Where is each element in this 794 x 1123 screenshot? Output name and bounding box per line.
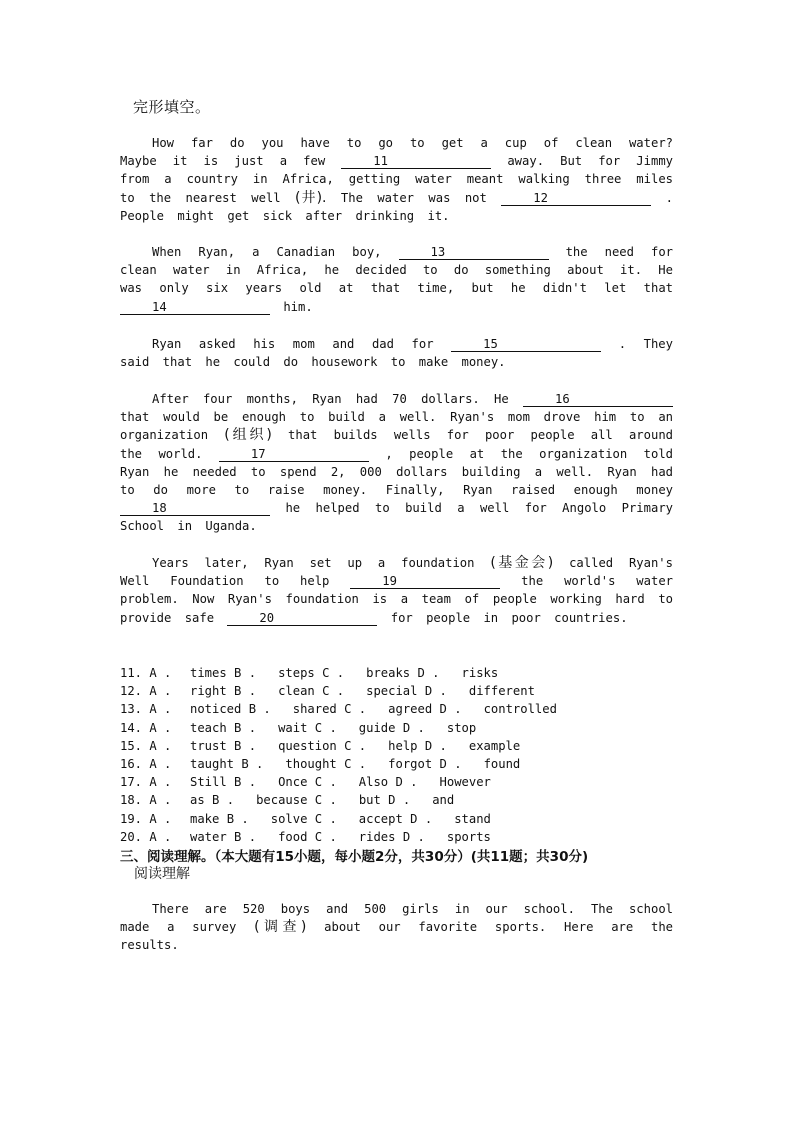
option-c-label: C . xyxy=(344,702,367,717)
text-span: him. xyxy=(283,299,313,314)
option-b[interactable]: shared xyxy=(292,702,337,717)
blank-14[interactable]: 14 xyxy=(120,301,270,315)
option-row xyxy=(120,773,557,791)
option-b-label: B . xyxy=(241,756,264,771)
option-b[interactable]: question xyxy=(278,738,337,753)
option-c[interactable]: Also xyxy=(358,775,389,790)
option-c[interactable]: agreed xyxy=(388,702,433,717)
section-3-title: 三、阅读理解。（本大题有15小题，每小题2分，共30分）(共11题；共30分) xyxy=(120,849,589,865)
option-d-label: D . xyxy=(439,702,462,717)
option-c-label: C . xyxy=(314,775,337,790)
blank-12[interactable]: 12 xyxy=(501,192,651,206)
text-span: that builds wells for poor people all around the world. xyxy=(120,428,673,461)
text-span: After four months, Ryan had 70 dollars. He xyxy=(152,392,509,406)
option-a[interactable]: Still xyxy=(190,775,227,790)
option-a[interactable]: right xyxy=(190,684,227,699)
option-d[interactable]: sports xyxy=(446,829,491,844)
text-span: the need for clean water in Africa, he decided to do something about it. He was only six years old at that time, but he didn't let that xyxy=(120,245,673,296)
option-c[interactable]: rides xyxy=(358,829,396,844)
option-row xyxy=(120,810,557,828)
option-c[interactable]: accept xyxy=(358,811,403,826)
option-d[interactable]: and xyxy=(432,793,455,808)
option-row xyxy=(120,719,557,737)
cloze-paragraph-1 xyxy=(120,134,673,225)
option-b[interactable]: wait xyxy=(278,720,308,735)
question-number: 14. A . xyxy=(120,720,172,735)
option-b-label: B . xyxy=(226,811,249,826)
option-d[interactable]: stand xyxy=(454,811,491,826)
text-span: When Ryan, a Canadian boy, xyxy=(152,245,382,259)
option-row xyxy=(120,791,557,809)
option-c-label: C . xyxy=(344,756,367,771)
option-b-label: B . xyxy=(234,775,257,790)
option-d[interactable]: However xyxy=(439,775,491,790)
option-a[interactable]: water xyxy=(190,829,227,844)
option-c[interactable]: breaks xyxy=(366,666,411,680)
text-span: Ryan asked his mom and dad for xyxy=(152,337,434,351)
option-b[interactable]: steps xyxy=(278,666,315,680)
section-3-subtitle: 阅读理解 xyxy=(134,866,190,882)
blank-17[interactable]: 17 xyxy=(219,448,369,462)
option-b[interactable]: thought xyxy=(285,756,337,771)
question-number: 15. A . xyxy=(120,738,172,753)
option-a[interactable]: times xyxy=(190,666,227,680)
option-a[interactable]: trust xyxy=(190,738,227,753)
option-b[interactable]: because xyxy=(256,793,308,808)
option-b[interactable]: clean xyxy=(278,684,315,699)
text-span: Years later, Ryan set up a foundation xyxy=(152,556,475,570)
text-span: The water was not xyxy=(340,190,487,205)
blank-13[interactable]: 13 xyxy=(399,246,549,260)
blank-19[interactable]: 19 xyxy=(350,575,500,589)
option-c-label: C . xyxy=(344,738,367,753)
option-row xyxy=(120,700,557,718)
text-span: . People might get sick after drinking it. xyxy=(120,190,673,223)
option-b[interactable]: Once xyxy=(278,775,308,790)
option-c-label: C . xyxy=(314,829,337,844)
option-b-label: B . xyxy=(212,793,235,808)
question-number: 18. A . xyxy=(120,793,172,808)
option-d-label: D . xyxy=(402,720,425,735)
answer-options xyxy=(120,664,557,846)
option-c[interactable]: but xyxy=(358,793,381,808)
option-d-label: D . xyxy=(402,829,425,844)
option-a[interactable]: noticed xyxy=(190,702,242,717)
option-row xyxy=(120,755,557,773)
question-number: 12. A . xyxy=(120,684,172,699)
option-a[interactable]: taught xyxy=(190,756,235,771)
option-d[interactable]: controlled xyxy=(483,702,557,717)
option-d[interactable]: stop xyxy=(446,720,477,735)
text-span: that would be enough to build a well. Ryan's mom drove him to an organization xyxy=(120,410,673,443)
option-a[interactable]: teach xyxy=(190,720,227,735)
option-c-label: C . xyxy=(314,720,337,735)
blank-16[interactable]: 16 xyxy=(523,393,673,407)
cloze-paragraph-4 xyxy=(120,390,673,536)
option-d-label: D . xyxy=(410,811,433,826)
option-d-label: D . xyxy=(388,793,411,808)
option-a[interactable]: as xyxy=(190,793,205,808)
option-b-label: B . xyxy=(248,702,271,717)
text-span: for people in poor countries. xyxy=(390,610,628,625)
question-number: 16. A . xyxy=(120,756,172,771)
option-b-label: B . xyxy=(234,720,257,735)
option-row xyxy=(120,828,557,846)
option-d[interactable]: example xyxy=(468,738,521,753)
option-c-label: C . xyxy=(322,666,345,680)
option-d[interactable]: different xyxy=(468,684,535,699)
question-number: 19. A . xyxy=(120,811,172,826)
option-b-label: B . xyxy=(234,666,257,680)
text-span: he helped to build a well for Angolo Primary School in Uganda. xyxy=(120,501,673,534)
option-d-label: D . xyxy=(439,756,462,771)
text-span: , people at the organization told Ryan he needed to spend 2, 000 dollars building a well. Ryan had to do more to raise money. Finally, Ryan raised enough money xyxy=(120,446,673,498)
blank-18[interactable]: 18 xyxy=(120,502,270,516)
question-number: 11. A . xyxy=(120,666,172,680)
text-span: away. But for Jimmy from a country in Africa, getting water meant walking three miles to the nearest well xyxy=(120,154,673,205)
cloze-paragraph-2 xyxy=(120,243,673,316)
text-span: the world's water problem. Now Ryan's foundation is a team of people working hard to provide safe xyxy=(120,574,673,625)
option-row xyxy=(120,664,557,682)
option-c[interactable]: special xyxy=(366,684,418,699)
option-c[interactable]: help xyxy=(388,738,418,753)
chinese-gloss: (井). xyxy=(295,189,327,206)
option-b[interactable]: food xyxy=(278,829,308,844)
text-span: about our favorite sports. Here are the results. xyxy=(120,920,674,953)
question-number: 17. A . xyxy=(120,775,172,790)
cloze-paragraph-5 xyxy=(120,554,673,627)
text-span: There are 520 boys and 500 girls in our school. The school made a survey xyxy=(120,902,673,935)
option-d-label: D . xyxy=(424,738,447,753)
text-span: . They said that he could do housework to make money. xyxy=(120,337,673,370)
question-number: 20. A . xyxy=(120,829,172,844)
reading-paragraph xyxy=(120,900,673,955)
blank-15[interactable]: 15 xyxy=(451,338,601,352)
chinese-gloss: (基金会) xyxy=(490,555,554,571)
blank-11[interactable]: 11 xyxy=(341,155,491,169)
option-a[interactable]: make xyxy=(190,811,220,826)
option-b-label: B . xyxy=(234,829,257,844)
option-d-label: D . xyxy=(395,775,418,790)
option-b-label: B . xyxy=(234,738,257,753)
option-b-label: B . xyxy=(234,684,257,699)
option-c-label: C . xyxy=(314,793,337,808)
option-row xyxy=(120,737,557,755)
option-c[interactable]: forgot xyxy=(388,756,433,771)
option-row xyxy=(120,682,557,700)
option-d-label: D . xyxy=(417,666,440,680)
text-span: How far do you have to go to get a cup of clean water? Maybe it is just a few xyxy=(120,136,673,169)
blank-20[interactable]: 20 xyxy=(227,612,377,626)
option-d[interactable]: found xyxy=(483,756,521,771)
text-span: called Ryan's Well Foundation to help xyxy=(120,556,673,589)
cloze-heading: 完形填空。 xyxy=(133,98,211,116)
option-c-label: C . xyxy=(314,811,337,826)
chinese-gloss: (调查) xyxy=(254,919,307,936)
option-c-label: C . xyxy=(322,684,345,699)
cloze-paragraph-3 xyxy=(120,335,673,371)
option-d-label: D . xyxy=(424,684,447,699)
option-c[interactable]: guide xyxy=(358,720,396,735)
question-number: 13. A . xyxy=(120,702,172,717)
option-d[interactable]: risks xyxy=(461,666,499,680)
option-b[interactable]: solve xyxy=(270,811,308,826)
chinese-gloss: (组织) xyxy=(224,427,272,444)
